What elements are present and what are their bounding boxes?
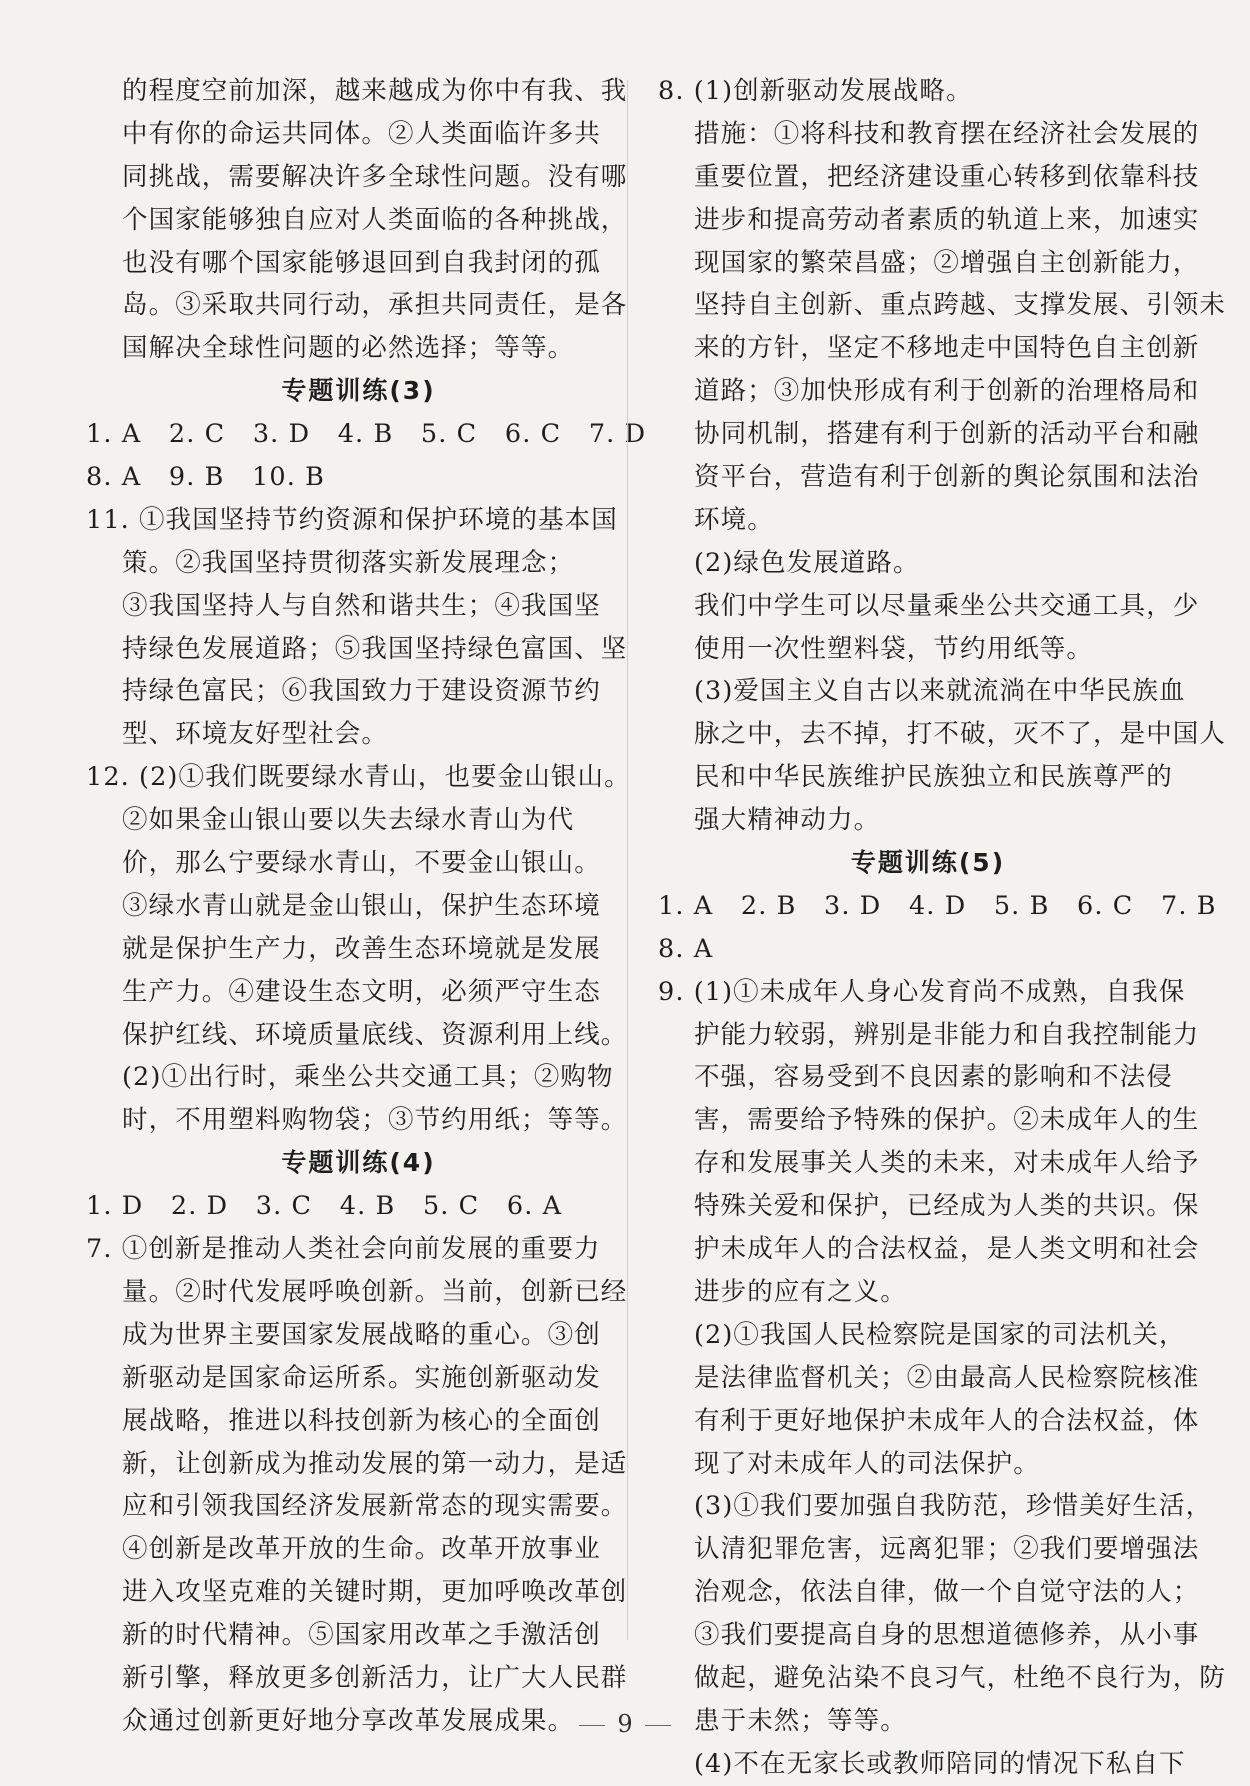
text-line: ③我们要提高自身的思想道德修养，从小事 xyxy=(694,1620,1200,1651)
section-heading: 专题训练(3) xyxy=(281,376,436,406)
text-line: 现了对未成年人的司法保护。 xyxy=(694,1448,1040,1479)
text-line: 措施：①将科技和教育摆在经济社会发展的 xyxy=(694,118,1200,149)
text-line: 新引擎，释放更多创新活力，让广大人民群 xyxy=(122,1662,628,1693)
text-line: 特殊关爱和保护，已经成为人类的共识。保 xyxy=(694,1191,1200,1222)
text-line: 12. (2)①我们既要绿水青山，也要金山银山。 xyxy=(86,762,631,793)
text-line: 存和发展事关人类的未来，对未成年人给予 xyxy=(694,1148,1200,1179)
text-line: 量。②时代发展呼唤创新。当前，创新已经 xyxy=(122,1276,628,1307)
text-line: 8. A 9. B 10. B xyxy=(86,462,325,493)
text-line: 就是保护生产力，改善生态环境就是发展 xyxy=(122,933,601,964)
right-column xyxy=(658,70,1227,1786)
text-line: 持绿色富民；⑥我国致力于建设资源节约 xyxy=(122,676,601,707)
text-line: 强大精神动力。 xyxy=(694,805,881,836)
text-line: 协同机制，搭建有利于创新的活动平台和融 xyxy=(694,419,1200,450)
text-line: 国解决全球性问题的必然选择；等等。 xyxy=(122,333,575,364)
text-line: 我们中学生可以尽量乘坐公共交通工具，少 xyxy=(694,590,1200,621)
text-line: 价，那么宁要绿水青山，不要金山银山。 xyxy=(122,848,601,879)
text-line: 坚持自主创新、重点跨越、支撑发展、引领未 xyxy=(694,290,1227,321)
text-line: 也没有哪个国家能够退回到自我封闭的孤 xyxy=(122,247,601,278)
text-line: 不强，容易受到不良因素的影响和不法侵 xyxy=(694,1062,1173,1093)
text-line: ④创新是改革开放的生命。改革开放事业 xyxy=(122,1534,601,1565)
text-line: 8. (1)创新驱动发展战略。 xyxy=(658,76,973,106)
text-line: 进步和提高劳动者素质的轨道上来，加速实 xyxy=(694,204,1200,235)
section-heading: 专题训练(5) xyxy=(850,848,1006,878)
text-line: 同挑战，需要解决许多全球性问题。没有哪 xyxy=(122,161,628,192)
text-line: ②如果金山银山要以失去绿水青山为代 xyxy=(122,805,575,836)
text-line: 新，让创新成为推动发展的第一动力，是适 xyxy=(122,1448,628,1479)
text-line: 策。②我国坚持贯彻落实新发展理念； xyxy=(122,547,575,578)
text-line: 脉之中，去不掉，打不破，灭不了，是中国人 xyxy=(694,719,1227,750)
text-line: 使用一次性塑料袋，节约用纸等。 xyxy=(694,633,1094,664)
page-number xyxy=(525,1710,725,1738)
text-line: 成为世界主要国家发展战略的重心。③创 xyxy=(122,1319,601,1350)
text-line: (3)爱国主义自古以来就流淌在中华民族血 xyxy=(694,676,1186,707)
text-line: 应和引领我国经济发展新常态的现实需要。 xyxy=(122,1491,628,1522)
text-line: 持绿色发展道路；⑤我国坚持绿色富国、坚 xyxy=(122,633,628,664)
text-line: 来的方针，坚定不移地走中国特色自主创新 xyxy=(694,333,1200,364)
text-line: (2)绿色发展道路。 xyxy=(694,547,920,578)
text-line: 是法律监督机关；②由最高人民检察院核准 xyxy=(694,1362,1200,1393)
text-line: (2)①我国人民检察院是国家的司法机关， xyxy=(694,1319,1186,1350)
text-line: 型、环境友好型社会。 xyxy=(122,719,389,750)
text-line: 岛。③采取共同行动，承担共同责任，是各 xyxy=(122,290,628,321)
text-line: 的程度空前加深，越来越成为你中有我、我 xyxy=(122,76,628,106)
text-line: 认清犯罪危害，远离犯罪；②我们要增强法 xyxy=(694,1534,1200,1565)
section-heading: 专题训练(4) xyxy=(281,1148,436,1178)
page-number-dash-left xyxy=(579,1725,605,1726)
text-line: 重要位置，把经济建设重心转移到依靠科技 xyxy=(694,161,1200,192)
column-divider xyxy=(627,80,628,1640)
text-line: 众通过创新更好地分享改革发展成果。 xyxy=(122,1705,575,1736)
text-line: 患于未然；等等。 xyxy=(694,1705,907,1736)
text-line: (2)①出行时，乘坐公共交通工具；②购物 xyxy=(122,1062,614,1093)
text-line: (3)①我们要加强自我防范，珍惜美好生活， xyxy=(694,1491,1213,1522)
page-number-text: 9 xyxy=(617,1710,633,1738)
text-line: 个国家能够独自应对人类面临的各种挑战， xyxy=(122,204,628,235)
text-line: 保护红线、环境质量底线、资源利用上线。 xyxy=(122,1019,628,1050)
text-line: 资平台，营造有利于创新的舆论氛围和法治 xyxy=(694,462,1200,493)
text-line: 进入攻坚克难的关键时期，更加呼唤改革创 xyxy=(122,1577,628,1608)
text-line: 时，不用塑料购物袋；③节约用纸；等等。 xyxy=(122,1105,628,1136)
text-line: 中有你的命运共同体。②人类面临许多共 xyxy=(122,118,601,149)
text-line: 民和中华民族维护民族独立和民族尊严的 xyxy=(694,762,1173,793)
text-line: 做起，避免沾染不良习气，杜绝不良行为，防 xyxy=(694,1662,1227,1693)
text-line: 11. ①我国坚持节约资源和保护环境的基本国 xyxy=(86,504,618,535)
text-line: 护能力较弱，辨别是非能力和自我控制能力 xyxy=(694,1019,1200,1050)
text-line: 治观念，依法自律，做一个自觉守法的人； xyxy=(694,1577,1200,1608)
text-line: 8. A xyxy=(658,933,714,964)
text-line: ③绿水青山就是金山银山，保护生态环境 xyxy=(122,890,601,921)
text-line: 现国家的繁荣昌盛；②增强自主创新能力， xyxy=(694,247,1200,278)
text-line: 1. D 2. D 3. C 4. B 5. C 6. A xyxy=(86,1191,563,1222)
text-line: 害，需要给予特殊的保护。②未成年人的生 xyxy=(694,1105,1200,1136)
text-line: (4)不在无家长或教师陪同的情况下私自下 xyxy=(694,1748,1186,1779)
text-line: 环境。 xyxy=(694,504,774,535)
text-line: 1. A 2. B 3. D 4. D 5. B 6. C 7. B xyxy=(658,890,1217,921)
text-line: 9. (1)①未成年人身心发育尚不成熟，自我保 xyxy=(658,976,1186,1007)
page-number-dash-right xyxy=(645,1725,671,1726)
text-line: 护未成年人的合法权益，是人类文明和社会 xyxy=(694,1234,1200,1265)
text-line: 道路；③加快形成有利于创新的治理格局和 xyxy=(694,376,1200,407)
text-line: 7. ①创新是推动人类社会向前发展的重要力 xyxy=(86,1234,601,1265)
text-line: 展战略，推进以科技创新为核心的全面创 xyxy=(122,1405,601,1436)
text-line: 新驱动是国家命运所系。实施创新驱动发 xyxy=(122,1362,601,1393)
text-line: 进步的应有之义。 xyxy=(694,1276,907,1307)
left-column xyxy=(86,70,647,1743)
text-line: 新的时代精神。⑤国家用改革之手激活创 xyxy=(122,1620,601,1651)
text-line: 有利于更好地保护未成年人的合法权益，体 xyxy=(694,1405,1200,1436)
text-line: 1. A 2. C 3. D 4. B 5. C 6. C 7. D xyxy=(86,419,647,450)
text-line: 生产力。④建设生态文明，必须严守生态 xyxy=(122,976,601,1007)
text-line: ③我国坚持人与自然和谐共生；④我国坚 xyxy=(122,590,601,621)
